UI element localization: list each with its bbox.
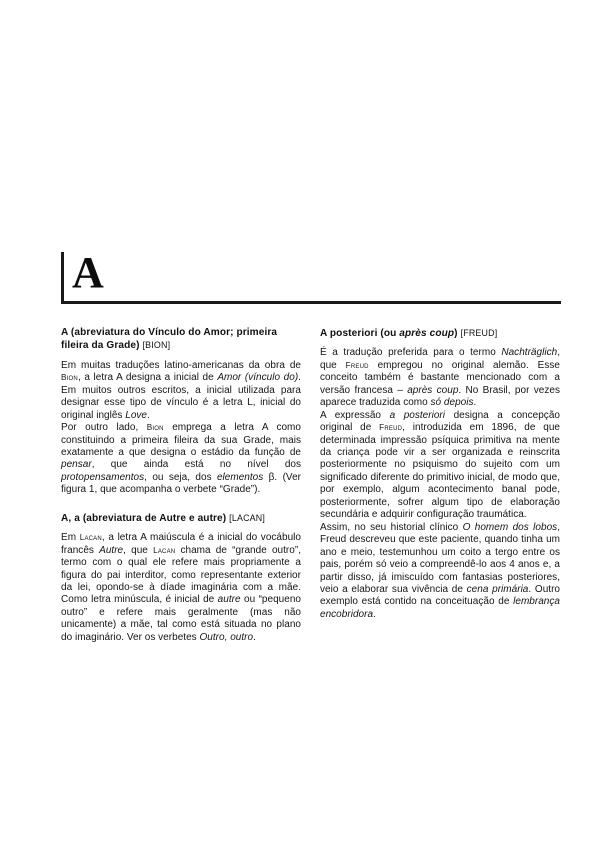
entry-title-a-autre <box>61 512 301 525</box>
entry-title-main: A posteriori <box>320 328 378 339</box>
term-lembranca-encobridora: lembrança encobridora <box>320 596 560 620</box>
entry-title-main: A, a (abreviatura de Autre e autre) <box>61 512 227 524</box>
text-run: chama de “grande outro”, termo com o qual ele refere mais propriamente a figura do pai interditor, como representante exterior da lei, opondo-se à díade imaginária com a mãe. Como letra minúscula, é inicial de <box>61 544 302 606</box>
term-apres-coup: après coup <box>407 384 459 396</box>
entry-attribution: [FREUD] <box>460 328 498 338</box>
text-run: . <box>473 397 477 409</box>
text-run: emprega a letra A como constituindo a primeira fileira da sua Grade, mais exatamente a que designa o estádio da função de <box>61 422 301 458</box>
text-run: . <box>147 409 150 421</box>
text-run: , a letra A designa a inicial de <box>77 372 218 384</box>
two-column-body <box>61 327 561 644</box>
text-run: empregou no original alemão. Esse conceito também é bastante mencionado com a versão francesa – <box>320 359 560 396</box>
term-a-posteriori: a posteriori <box>389 409 446 421</box>
text-run: Por outro lado, <box>61 422 147 434</box>
text-run: . No Brasil, por vezes aparece traduzida como <box>320 384 560 409</box>
text-run: , a letra A maiúscula é a inicial do vocábulo francês <box>61 532 301 556</box>
text-run: . Outro exemplo está contido na conceituação de <box>320 584 561 608</box>
text-run: . <box>373 608 376 620</box>
entry-paragraph <box>61 422 301 497</box>
entry-title-a-vinculo-amor <box>61 327 301 353</box>
header-horizontal-rule <box>61 301 561 304</box>
text-run: . Em muitos outros escritos, a inicial utilizada para designar esse tipo de vínculo é a letra L, inicial do original inglês <box>61 372 301 421</box>
term-amor: Amor (vínculo do) <box>217 372 299 384</box>
entry-paragraph <box>61 360 301 422</box>
term-so-depois: só depois <box>430 397 474 409</box>
term-autre-lower: autre <box>217 594 241 606</box>
entry-paragraph <box>320 522 560 622</box>
term-protopensamentos: protopensamentos <box>61 471 145 483</box>
text-run: , Freud descreveu que este paciente, quando tinha um ano e meio, testemunhou um coito a tergo entre os pais, porém só veio a compreendê-lo aos 4 anos e, a partir disso, já imiscuído com fantasias posteriores, veio a elaborar sua vivência de <box>320 521 560 596</box>
author-name-lacan: Lacan <box>153 545 176 555</box>
entry-attribution: [LACAN] <box>229 512 266 523</box>
text-run: , que ainda está no nível dos <box>91 459 301 471</box>
term-nachtraglich: Nachträglich <box>501 347 558 359</box>
text-run: Em muitas traduções latino-americanas da obra de <box>61 359 301 371</box>
text-run: A expressão <box>320 409 390 421</box>
text-run: . <box>253 631 256 643</box>
term-autre-upper: Autre <box>99 544 124 556</box>
text-run: , ou seja, dos <box>144 471 217 483</box>
entry-title-paren-close: ) <box>454 328 458 339</box>
author-name-lacan: Lacan <box>79 533 102 543</box>
text-run: designa a concepção original de <box>320 409 560 434</box>
entry-paragraph <box>320 347 560 409</box>
text-run: , introduzida em 1896, de que determinada impressão psíquica primitiva na mente da criança pode vir a ser organizada e reinscrita posteriormente no psiquismo do sujeito com um significado diferente do primitivo inicial, de modo que, por exemplo, algum acontecimento banal pode, posteriormente, sofrer algum tipo de elaboração secundária e adquirir configuração traumática. <box>320 422 560 521</box>
entry-title-paren-open: (ou <box>380 328 397 339</box>
term-love: Love <box>125 409 148 421</box>
text-run: , que <box>320 347 560 371</box>
column-left <box>61 327 301 644</box>
entry-title-alt-term: après coup <box>399 328 455 339</box>
entry-title-main: A (abreviatura do Vínculo do Amor; primeira fileira da Grade) <box>61 327 278 352</box>
entry-paragraph <box>61 532 301 644</box>
entry-paragraph <box>320 410 560 522</box>
section-letter: A <box>72 248 104 297</box>
work-title-o-homem-dos-lobos: O homem dos lobos <box>462 521 558 533</box>
term-cena-primaria: cena primária <box>466 584 529 596</box>
header-vertical-rule <box>61 252 64 301</box>
term-elementos: elementos <box>216 471 264 483</box>
cross-reference-outro: Outro, outro <box>199 631 254 643</box>
term-pensar: pensar <box>61 459 92 471</box>
author-name-freud: Freud <box>345 360 369 370</box>
author-name-bion: Bion <box>146 423 164 433</box>
author-name-bion: Bion <box>61 373 78 383</box>
text-run: ou “pequeno outro” e refere mais geralmente (mas não unicamente) a mãe, tal como está situada no plano do imaginário. Ver os verbetes <box>61 594 301 643</box>
text-run: β. (Ver figura 1, que acompanha o verbete “Grade”). <box>61 471 302 496</box>
author-name-freud: Freud <box>379 423 403 433</box>
text-run: Em <box>61 532 80 544</box>
text-run: Assim, no seu historial clínico <box>320 521 463 533</box>
entry-title-a-posteriori <box>320 327 560 340</box>
letter-section-header <box>61 248 561 304</box>
entry-attribution: [BION] <box>142 340 171 351</box>
text-run: , que <box>123 544 154 556</box>
text-run: É a tradução preferida para o termo <box>320 347 502 359</box>
column-right <box>320 327 560 644</box>
